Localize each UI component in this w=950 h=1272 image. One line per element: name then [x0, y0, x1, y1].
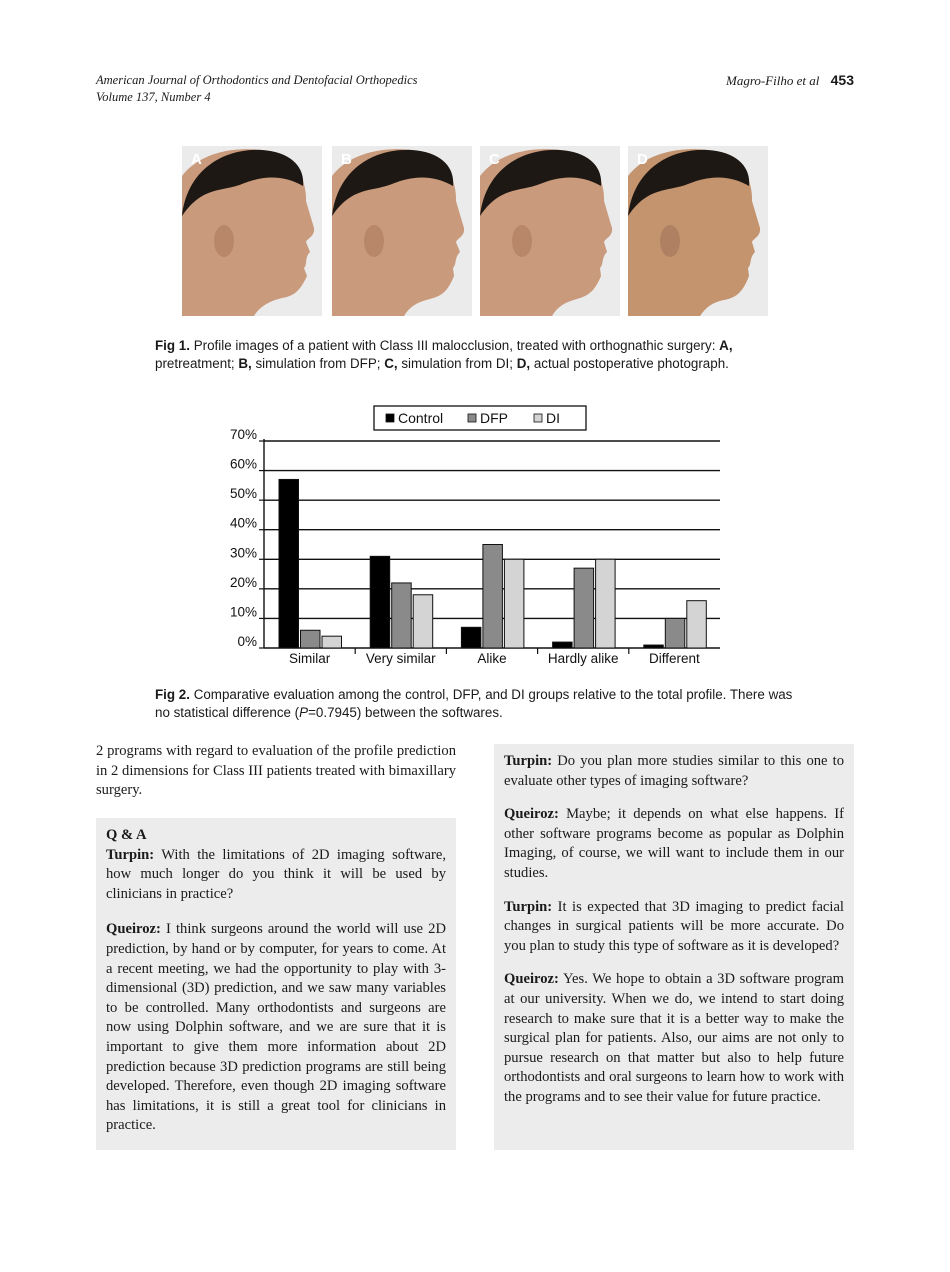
panel-label-d: D [637, 151, 648, 168]
x-tick-label: Hardly alike [547, 651, 619, 666]
bar-di-1 [413, 595, 433, 648]
photo-panel-b [332, 146, 472, 316]
qa-answer-3 [504, 970, 844, 1107]
bar-control-4 [644, 645, 664, 648]
speaker-name: Queiroz: [106, 921, 161, 938]
journal-volume: Volume 137, Number 4 [96, 90, 211, 104]
bar-di-3 [596, 559, 616, 648]
y-tick-label: 20% [229, 574, 257, 590]
fig1-caption-text: simulation from DI; [397, 356, 517, 371]
qa-answer-1 [106, 920, 446, 1136]
question-text: It is expected that 3D imaging to predict facial changes in surgical patients will be more accurate. Do you plan to study this type of software as it is developed? [504, 898, 844, 954]
figure-2-chart [220, 402, 740, 672]
bar-control-2 [461, 627, 481, 648]
qa-question-1 [106, 846, 446, 905]
fig2-caption-label: Fig 2. [155, 687, 190, 702]
legend-label-di: DI [546, 410, 560, 426]
figure-2-caption [155, 686, 805, 722]
legend-swatch-dfp [468, 414, 476, 422]
figure-1-caption [155, 337, 805, 373]
fig1-caption-ref-c: C, [384, 356, 398, 371]
x-tick-label: Alike [477, 651, 507, 666]
speaker-name: Turpin: [106, 846, 155, 863]
y-tick-label: 50% [229, 486, 257, 502]
bar-di-0 [322, 636, 342, 648]
photo-panel-d [628, 146, 768, 316]
qa-title: Q & A [106, 827, 147, 843]
running-header-right [726, 72, 854, 89]
bar-control-0 [279, 479, 299, 648]
bar-dfp-0 [301, 630, 321, 648]
fig2-caption-text: Comparative evaluation among the control, DFP, and DI groups relative to the total profile. There was no statistical difference ( [155, 687, 793, 720]
profile-photo-d [628, 146, 768, 316]
answer-text: Maybe; it depends on what else happens. If other software programs become as popular as Dolphin Imaging, of course, we will want to include them in our studies. [504, 806, 844, 881]
profile-photo-b [332, 146, 472, 316]
bar-dfp-4 [665, 618, 685, 648]
bar-control-1 [370, 556, 390, 648]
panel-label-a: A [191, 151, 202, 168]
bar-dfp-3 [574, 568, 594, 648]
running-header-left [96, 72, 418, 106]
profile-photo-a [182, 146, 322, 316]
fig1-caption-text: actual postoperative photograph. [530, 356, 729, 371]
y-tick-label: 10% [229, 604, 257, 620]
body-intro-paragraph: 2 programs with regard to evaluation of the profile prediction in 2 dimensions for Class III patients treated with bimaxillary surgery. [96, 743, 456, 799]
fig1-caption-text: Profile images of a patient with Class III malocclusion, treated with orthognathic surgery: [189, 338, 720, 353]
author-names: Magro-Filho et al [725, 73, 820, 88]
speaker-name: Turpin: [504, 753, 553, 769]
y-tick-label: 60% [229, 456, 257, 472]
x-tick-label: Different [649, 651, 700, 666]
panel-label-c: C [489, 151, 500, 168]
qa-box-left [96, 818, 456, 1150]
y-tick-label: 0% [237, 634, 257, 649]
x-tick-label: Very similar [365, 651, 436, 666]
fig1-caption-text: pretreatment; [155, 356, 239, 371]
qa-question-2 [504, 752, 844, 791]
photo-panel-a [182, 146, 322, 316]
y-tick-label: 30% [229, 545, 257, 561]
qa-question-3 [504, 898, 844, 957]
speaker-name: Turpin: [504, 898, 553, 915]
bar-dfp-1 [392, 583, 412, 648]
speaker-name: Queiroz: [504, 806, 559, 823]
legend-swatch-di [534, 414, 542, 422]
profile-photo-c [480, 146, 620, 316]
qa-answer-2 [504, 805, 844, 883]
bar-control-3 [553, 642, 573, 648]
page-number: 453 [830, 72, 854, 88]
fig1-caption-text: simulation from DFP; [251, 356, 385, 371]
fig1-caption-label: Fig 1. [155, 338, 190, 353]
x-tick-label: Similar [288, 651, 331, 666]
bar-di-4 [687, 601, 707, 648]
fig2-caption-text-end: =0.7945) between the softwares. [308, 705, 503, 720]
legend-swatch-control [386, 414, 394, 422]
journal-title: American Journal of Orthodontics and Dentofacial Orthopedics [96, 73, 418, 87]
legend-label-dfp: DFP [480, 410, 508, 426]
photo-panel-c [480, 146, 620, 316]
bar-di-2 [504, 559, 524, 648]
y-tick-label: 70% [229, 427, 257, 442]
speaker-name: Queiroz: [504, 971, 559, 988]
bar-chart [220, 402, 740, 672]
bar-dfp-2 [483, 545, 503, 649]
answer-text: Yes. We hope to obtain a 3D software program at our university. When we do, we intend to start doing research to make sure that it is a better way to make the surgical plan for patients. Also, our aims are not only to pursue research on that matter but also to help future orthodontists and oral surgeons to learn how to work with the programs and to see their value for future practice. [504, 971, 844, 1105]
figure-1-photos [182, 146, 768, 318]
question-text: With the limitations of 2D imaging software, how much longer do you think it will be used by clinicians in practice? [106, 846, 446, 902]
fig1-caption-ref-d: D, [516, 356, 531, 371]
question-text: Do you plan more studies similar to this one to evaluate other types of imaging software? [504, 753, 844, 789]
fig1-caption-ref-b: B, [238, 356, 252, 371]
fig2-caption-p-symbol: P [299, 705, 309, 720]
qa-box-right [494, 744, 854, 1150]
y-tick-label: 40% [229, 515, 257, 531]
legend-label-control: Control [398, 410, 444, 426]
fig1-caption-ref-a: A, [719, 338, 733, 353]
panel-label-b: B [341, 151, 352, 168]
answer-text: I think surgeons around the world will use 2D prediction, by hand or by computer, for years to come. At a recent meeting, we had the opportunity to play with 3-dimensional (3D) prediction, and we saw many variables to be controlled. Many orthodontists and surgeons are now using Dolphin software, and we are sure that it is important to give them more information about 2D prediction because 3D prediction programs are still being developed. Therefore, even though 2D imaging software has limitations, it is still a great tool for clinicians in practice. [106, 921, 446, 1134]
